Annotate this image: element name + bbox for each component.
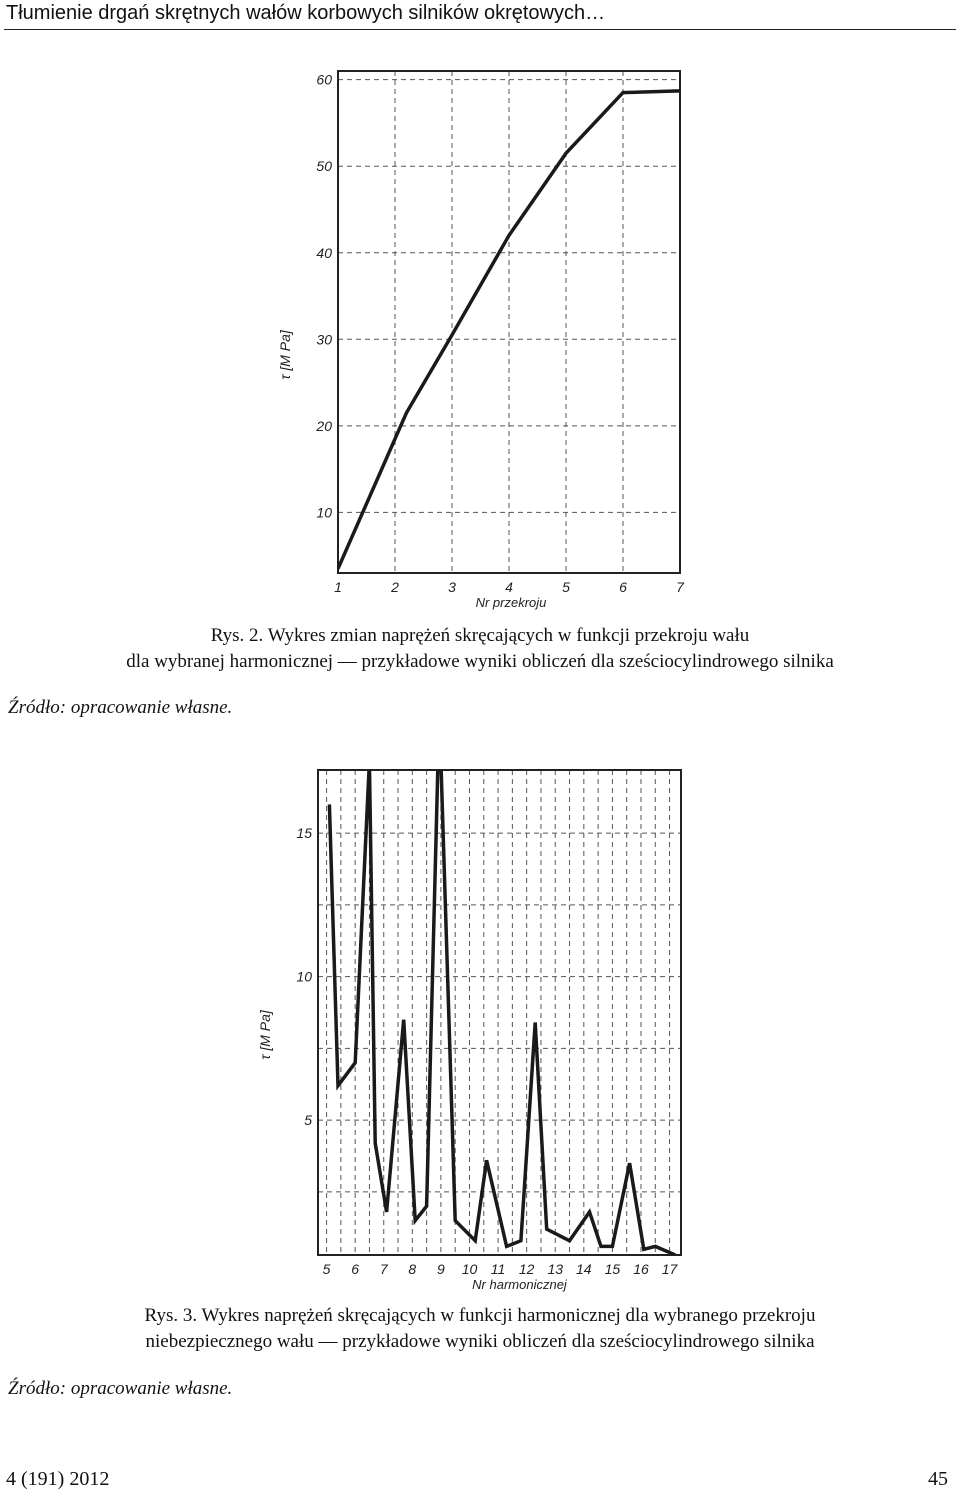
x-tick-label: 6	[351, 1261, 360, 1277]
figure-2-caption-line-2: dla wybranej harmonicznej — przykładowe wyniki obliczeń dla sześciocylindrowego silnika	[126, 651, 834, 672]
x-tick-label: 11	[490, 1261, 506, 1277]
x-tick-label: 12	[518, 1261, 535, 1277]
figure-3-source: Źródło: opracowanie własne.	[8, 1378, 233, 1399]
x-tick-label: 17	[661, 1261, 678, 1277]
x-tick-label: 2	[391, 579, 399, 595]
footer-issue: 4 (191) 2012	[6, 1468, 110, 1490]
x-tick-label: 5	[322, 1261, 331, 1277]
figure-3-caption	[0, 1303, 960, 1355]
figure-2-caption	[0, 623, 960, 675]
y-tick-label: 10	[316, 504, 332, 521]
x-tick-label: 6	[619, 579, 627, 595]
y-tick-label: 40	[316, 244, 332, 261]
footer-page-number: 45	[928, 1468, 948, 1490]
figure-3-caption-line-1: Rys. 3. Wykres naprężeń skręcających w funkcji harmonicznej dla wybranego przekroju	[144, 1305, 816, 1326]
y-tick-label: 5	[304, 1112, 312, 1129]
x-tick-label: 5	[562, 579, 570, 595]
y-tick-label: 15	[296, 825, 312, 842]
y-tick-label: 30	[316, 331, 332, 348]
x-tick-label: 8	[408, 1261, 417, 1277]
x-tick-label: 16	[633, 1261, 649, 1277]
figure-3-chart	[0, 755, 960, 1295]
y-tick-label: 50	[316, 158, 332, 175]
figure-3-caption-line-2: niebezpiecznego wału — przykładowe wyniki obliczeń dla sześciocylindrowego silnika	[145, 1331, 815, 1352]
x-axis-label: Nr przekroju	[475, 595, 547, 610]
x-tick-label: 4	[505, 579, 513, 595]
y-axis-label: τ [M Pa]	[257, 1010, 273, 1060]
x-axis-label: Nr harmonicznej	[472, 1277, 567, 1292]
x-tick-label: 14	[576, 1261, 592, 1277]
x-tick-label: 7	[379, 1261, 388, 1277]
figure-2-source: Źródło: opracowanie własne.	[8, 697, 233, 718]
x-tick-label: 9	[437, 1261, 445, 1277]
x-tick-label: 3	[448, 579, 456, 595]
y-axis-label: τ [M Pa]	[277, 330, 293, 380]
x-tick-label: 1	[334, 579, 342, 595]
y-tick-label: 60	[316, 71, 332, 88]
figure-2-caption-line-1: Rys. 2. Wykres zmian naprężeń skręcających w funkcji przekroju wału	[210, 625, 750, 646]
x-tick-label: 7	[676, 579, 684, 595]
x-tick-label: 10	[461, 1261, 478, 1277]
figure-2-chart	[0, 40, 960, 660]
series-line	[329, 761, 675, 1255]
y-tick-label: 10	[296, 968, 312, 985]
header-rule	[4, 29, 956, 30]
x-tick-label: 13	[547, 1261, 564, 1277]
x-tick-label: 15	[604, 1261, 621, 1277]
running-title: Tłumienie drgań skrętnych wałów korbowych silników okrętowych…	[6, 2, 606, 24]
y-tick-label: 20	[316, 417, 332, 434]
